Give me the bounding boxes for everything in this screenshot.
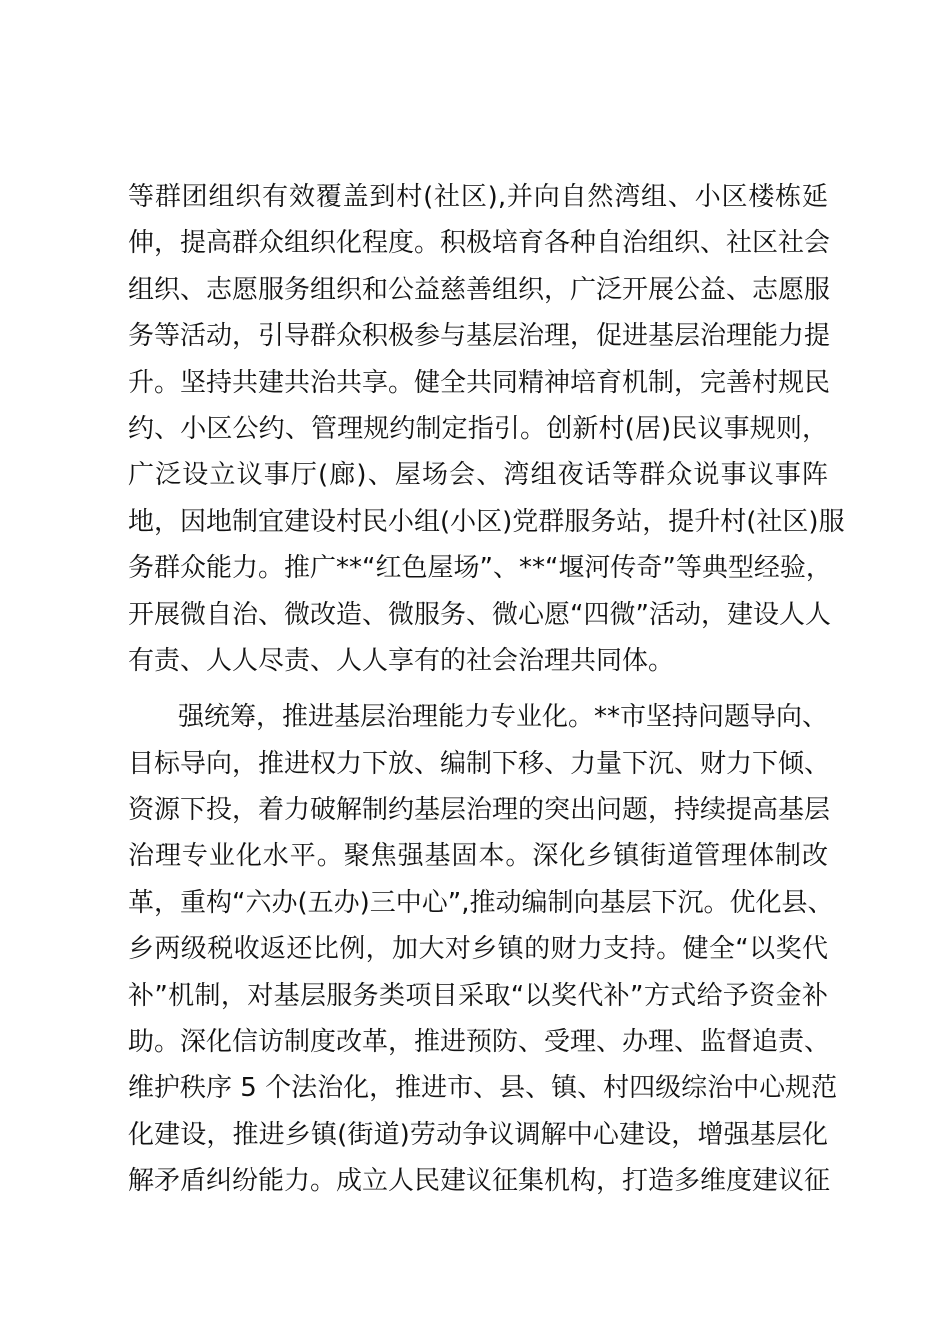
text-line: 补”机制，对基层服务类项目采取“以奖代补”方式给予资金补 <box>128 980 828 1011</box>
text-line: 等群团组织有效覆盖到村(社区),并向自然湾组、小区楼栋延 <box>128 182 828 212</box>
text-line: 约、小区公约、管理规约制定指引。创新村(居)民议事规则， <box>128 413 828 444</box>
text-line: 乡两级税收返还比例，加大对乡镇的财力支持。健全“以奖代 <box>128 934 828 965</box>
text-line: 助。深化信访制度改革，推进预防、受理、办理、监督追责、 <box>128 1027 831 1058</box>
text-line: 组织、志愿服务组织和公益慈善组织，广泛开展公益、志愿服 <box>128 274 831 305</box>
paragraph-2 <box>128 694 838 1204</box>
text-line: 化建设，推进乡镇(街道)劳动争议调解中心建设，增强基层化 <box>128 1119 828 1150</box>
text-line: 升。坚持共建共治共享。健全共同精神培育机制，完善村规民 <box>128 367 831 398</box>
text-line: 广泛设立议事厅(廊)、屋场会、湾组夜话等群众说事议事阵 <box>128 460 828 491</box>
text-line: 治理专业化水平。聚焦强基固本。深化乡镇街道管理体制改 <box>128 841 828 872</box>
paragraph-spacer <box>128 684 828 694</box>
text-line: 强统筹，推进基层治理能力专业化。**市坚持问题导向、 <box>178 702 829 733</box>
text-line: 务等活动，引导群众积极参与基层治理，促进基层治理能力提 <box>128 321 831 352</box>
text-line: 地，因地制宜建设村民小组(小区)党群服务站，提升村(社区)服 <box>128 506 845 537</box>
text-line: 伸，提高群众组织化程度。积极培育各种自治组织、社区社会 <box>128 228 831 259</box>
text-line: 务群众能力。推广**“红色屋场”、**“堰河传奇”等典型经验， <box>128 553 832 584</box>
text-line: 革，重构“六办(五办)三中心”,推动编制向基层下沉。优化县、 <box>128 887 834 918</box>
text-line: 开展微自治、微改造、微服务、微心愿“四微”活动，建设人人 <box>128 599 831 630</box>
text-line: 目标导向，推进权力下放、编制下移、力量下沉、财力下倾、 <box>128 748 831 779</box>
text-line: 有责、人人尽责、人人享有的社会治理共同体。 <box>128 645 675 676</box>
paragraph-1 <box>128 174 845 684</box>
body-text <box>128 174 845 1205</box>
text-line: 解矛盾纠纷能力。成立人民建议征集机构，打造多维度建议征 <box>128 1166 831 1197</box>
text-line: 维护秩序 5 个法治化，推进市、县、镇、村四级综治中心规范 <box>128 1073 838 1104</box>
text-line: 资源下投，着力破解制约基层治理的突出问题，持续提高基层 <box>128 795 831 826</box>
